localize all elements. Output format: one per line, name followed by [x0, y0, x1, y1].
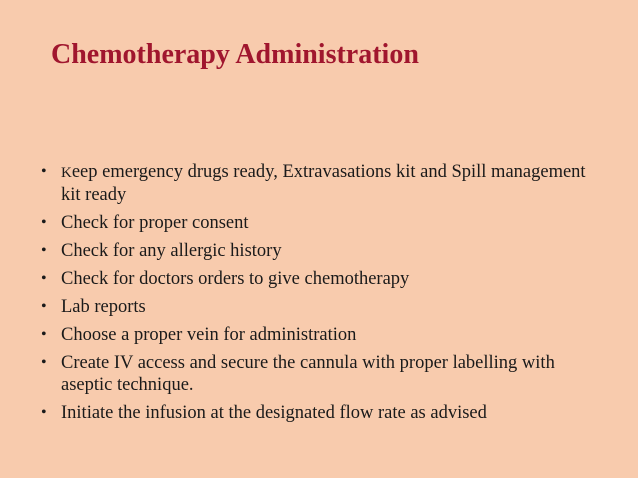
- bullet-text: Check for any allergic history: [61, 241, 282, 261]
- list-item: [41, 212, 601, 234]
- bullet-text: Create IV access and secure the cannula with proper labelling with aseptic technique.: [61, 353, 555, 395]
- bullet-text: Choose a proper vein for administration: [61, 325, 357, 345]
- slide-title: Chemotherapy Administration: [51, 39, 419, 70]
- bullet-icon: •: [41, 214, 47, 231]
- bullet-first-letter: K: [61, 165, 72, 181]
- list-item: [41, 402, 601, 424]
- bullet-icon: •: [41, 298, 47, 315]
- bullet-text: Lab reports: [61, 297, 146, 317]
- list-item: [41, 324, 601, 346]
- bullet-icon: •: [41, 404, 47, 421]
- bullet-icon: •: [41, 354, 47, 371]
- list-item: [41, 296, 601, 318]
- bullet-icon: •: [41, 270, 47, 287]
- bullet-text: Initiate the infusion at the designated flow rate as advised: [61, 403, 487, 423]
- bullet-list: [41, 161, 601, 430]
- bullet-text: Check for proper consent: [61, 213, 249, 233]
- bullet-text: eep emergency drugs ready, Extravasations kit and Spill management kit ready: [61, 162, 586, 205]
- bullet-icon: •: [41, 326, 47, 343]
- list-item: [41, 240, 601, 262]
- list-item: [41, 352, 601, 396]
- bullet-icon: •: [41, 163, 47, 180]
- bullet-icon: •: [41, 242, 47, 259]
- list-item: [41, 161, 601, 206]
- list-item: [41, 268, 601, 290]
- bullet-text: Check for doctors orders to give chemotherapy: [61, 269, 410, 289]
